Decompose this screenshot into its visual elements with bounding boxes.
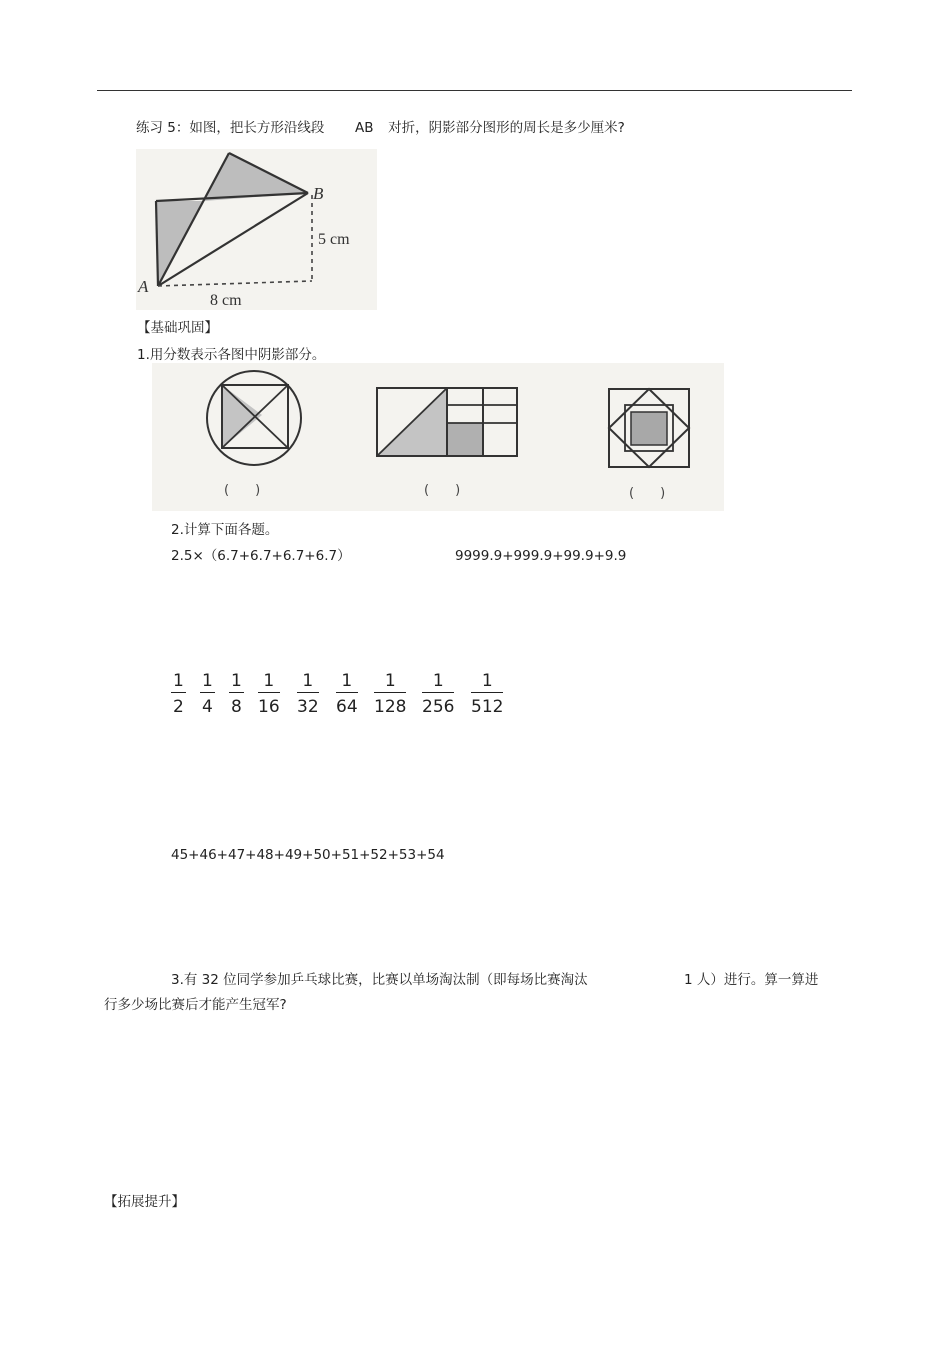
label-b: B [313,184,324,203]
fraction-2: 1 4 [202,671,213,717]
section-extend-heading: 【拓展提升】 [104,1194,185,1210]
fig-circle-square [207,371,301,465]
q2-expr1: 2.5×（6.7+6.7+6.7+6.7） [171,548,351,564]
practice5-ab: AB [354,120,374,136]
section-basic-heading: 【基础巩固】 [137,320,218,336]
label-a: A [138,277,149,296]
fig-nested-squares [609,389,689,467]
fraction-7: 1 128 [374,671,407,717]
fraction-8: 1 256 [422,671,455,717]
fig-rect-grid [377,388,517,456]
q1-figures [152,363,724,511]
practice5-suffix: 对折，阴影部分图形的周长是多少厘米? [388,120,625,136]
blank-2: ( ) [424,483,461,498]
q2-expr3: 45+46+47+48+49+50+51+52+53+54 [171,847,445,863]
blank-3: ( ) [629,486,666,501]
fold-diagram [136,149,377,310]
fraction-4: 1 16 [258,671,280,717]
practice5-question [136,119,625,137]
q2-text: 2.计算下面各题。 [171,522,279,538]
label-height: 5 cm [318,231,350,248]
q2-expr2: 9999.9+999.9+99.9+9.9 [455,548,627,564]
q1-figure-strip [152,363,724,511]
practice5-figure [136,149,377,310]
blank-1: ( ) [224,483,261,498]
fraction-6: 1 64 [336,671,358,717]
q1-text: 1.用分数表示各图中阴影部分。 [137,347,326,363]
fraction-1: 1 2 [173,671,184,717]
header-rule [97,90,852,91]
fraction-9: 1 512 [471,671,504,717]
q3-line1a: 3.有 32 位同学参加乒乓球比赛，比赛以单场淘汰制（即每场比赛淘汰 [171,972,588,988]
label-width: 8 cm [210,292,242,309]
practice5-prefix: 练习 5：如图，把长方形沿线段 [136,120,325,136]
q3-line1b: 1 人）进行。算一算进 [684,972,819,988]
q3-line2: 行多少场比赛后才能产生冠军? [104,997,287,1013]
fraction-5: 1 32 [297,671,319,717]
fraction-3: 1 8 [231,671,242,717]
